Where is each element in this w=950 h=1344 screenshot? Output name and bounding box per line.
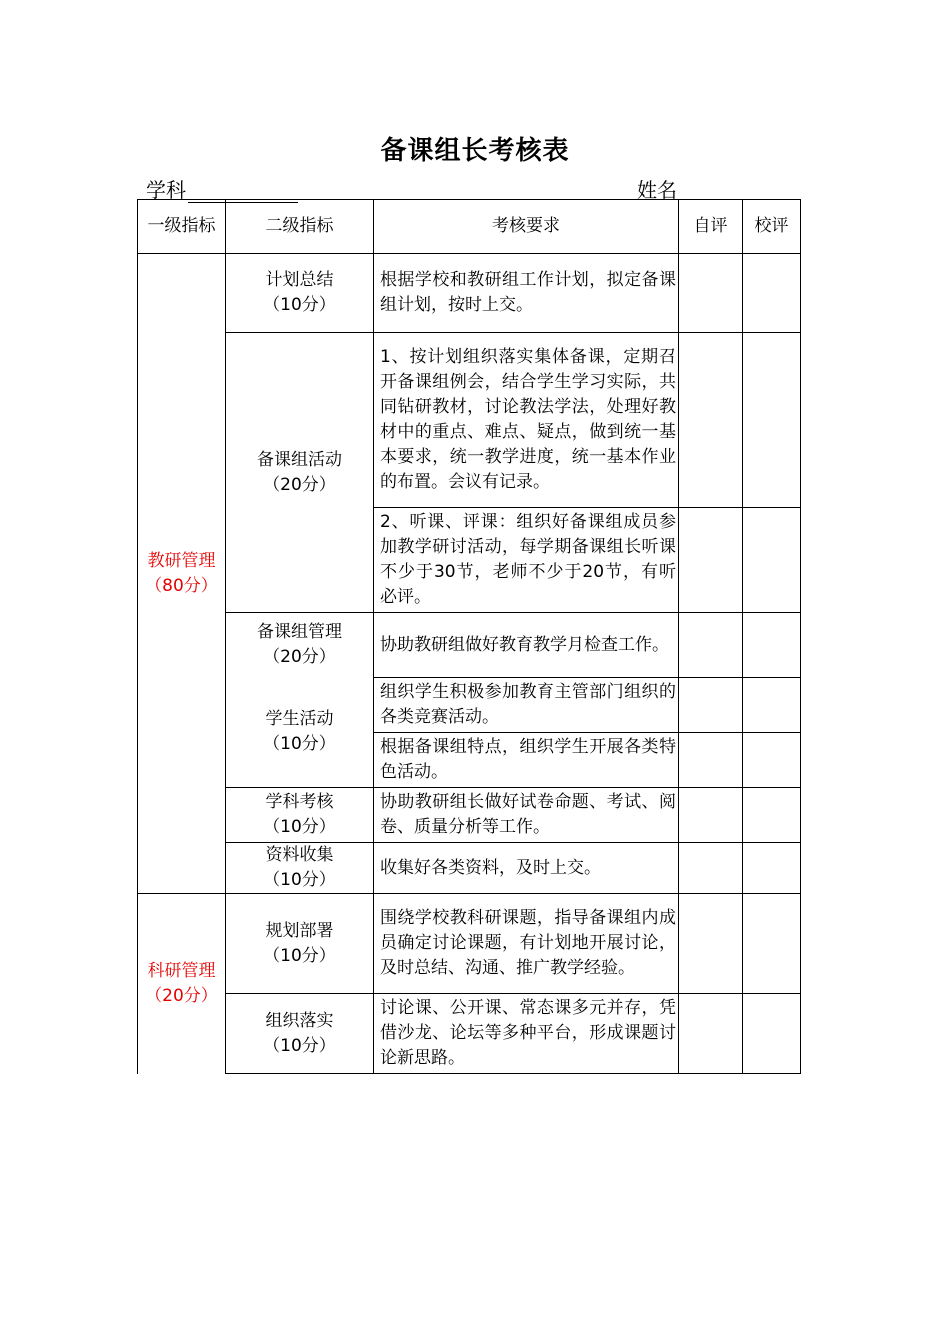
item-name: 学生活动 bbox=[265, 709, 334, 730]
requirement-text: 讨论课、公开课、常态课多元并存，凭借沙龙、论坛等多种平台，形成课题讨论新思路。 bbox=[374, 994, 679, 1074]
requirement-text: 根据备课组特点，组织学生开展各类特色活动。 bbox=[374, 733, 679, 788]
item-student bbox=[226, 678, 374, 788]
table-row bbox=[138, 994, 801, 1074]
school-eval-cell[interactable] bbox=[743, 994, 801, 1074]
subject-label: 学科 bbox=[146, 178, 186, 202]
item-name: 备课组管理 bbox=[257, 622, 342, 643]
school-eval-cell[interactable] bbox=[743, 678, 801, 733]
page-title: 备课组长考核表 bbox=[380, 136, 570, 166]
table-row bbox=[138, 788, 801, 843]
table-row bbox=[138, 254, 801, 333]
item-name: 组织落实 bbox=[265, 1010, 334, 1031]
item-name: 资料收集 bbox=[265, 845, 334, 865]
section-score: （20分） bbox=[145, 985, 218, 1006]
header-requirement: 考核要求 bbox=[374, 200, 679, 254]
header-level2: 二级指标 bbox=[226, 200, 374, 254]
header-row bbox=[138, 200, 801, 254]
requirement-text: 2、听课、评课：组织好备课组成员参加教学研讨活动，每学期备课组长听课不少于30节，老师不少于20节，有听必评。 bbox=[374, 508, 679, 613]
self-eval-cell[interactable] bbox=[679, 333, 743, 508]
item-name: 规划部署 bbox=[265, 920, 334, 941]
self-eval-cell[interactable] bbox=[679, 843, 743, 894]
item-score: （10分） bbox=[263, 945, 336, 966]
self-eval-cell[interactable] bbox=[679, 613, 743, 678]
item-score: （10分） bbox=[263, 295, 336, 315]
table-row bbox=[138, 843, 801, 894]
self-eval-cell[interactable] bbox=[679, 254, 743, 333]
item-management bbox=[226, 613, 374, 678]
table-row bbox=[138, 678, 801, 733]
assessment-table bbox=[137, 199, 801, 1074]
item-score: （10分） bbox=[263, 1035, 336, 1056]
section-teaching-research bbox=[138, 254, 226, 894]
name-label: 姓名 bbox=[637, 178, 677, 202]
school-eval-cell[interactable] bbox=[743, 613, 801, 678]
school-eval-cell[interactable] bbox=[743, 788, 801, 843]
section-name: 教研管理 bbox=[147, 550, 216, 571]
section-scientific-research bbox=[138, 894, 226, 1074]
section-name: 科研管理 bbox=[147, 960, 216, 981]
school-eval-cell[interactable] bbox=[743, 894, 801, 994]
self-eval-cell[interactable] bbox=[679, 994, 743, 1074]
requirement-text: 协助教研组做好教育教学月检查工作。 bbox=[374, 613, 679, 678]
item-planning bbox=[226, 894, 374, 994]
school-eval-cell[interactable] bbox=[743, 333, 801, 508]
table-row bbox=[138, 894, 801, 994]
school-eval-cell[interactable] bbox=[743, 733, 801, 788]
item-score: （10分） bbox=[263, 734, 336, 755]
item-score: （20分） bbox=[263, 474, 336, 495]
item-score: （20分） bbox=[263, 647, 336, 668]
school-eval-cell[interactable] bbox=[743, 254, 801, 333]
self-eval-cell[interactable] bbox=[679, 508, 743, 613]
item-score: （10分） bbox=[263, 870, 336, 890]
table-row bbox=[138, 333, 801, 508]
requirement-text: 围绕学校教科研课题，指导备课组内成员确定讨论课题，有计划地开展讨论，及时总结、沟通、推广教学经验。 bbox=[374, 894, 679, 994]
item-name: 学科考核 bbox=[265, 792, 334, 812]
item-exam bbox=[226, 788, 374, 843]
requirement-text: 1、按计划组织落实集体备课，定期召开备课组例会，结合学生学习实际，共同钻研教材，讨论教法学法，处理好教材中的重点、难点、疑点，做到统一基本要求，统一教学进度，统一基本作业的布置。会议有记录。 bbox=[374, 333, 679, 508]
item-materials bbox=[226, 843, 374, 894]
requirement-text: 根据学校和教研组工作计划，拟定备课组计划，按时上交。 bbox=[374, 254, 679, 333]
item-score: （10分） bbox=[263, 817, 336, 837]
school-eval-cell[interactable] bbox=[743, 843, 801, 894]
header-self-eval: 自评 bbox=[679, 200, 743, 254]
item-name: 计划总结 bbox=[265, 270, 334, 290]
section-score: （80分） bbox=[145, 575, 218, 596]
requirement-text: 收集好各类资料，及时上交。 bbox=[374, 843, 679, 894]
self-eval-cell[interactable] bbox=[679, 894, 743, 994]
item-plan bbox=[226, 254, 374, 333]
school-eval-cell[interactable] bbox=[743, 508, 801, 613]
requirement-text: 协助教研组长做好试卷命题、考试、阅卷、质量分析等工作。 bbox=[374, 788, 679, 843]
table-row bbox=[138, 613, 801, 678]
item-implement bbox=[226, 994, 374, 1074]
header-level1: 一级指标 bbox=[138, 200, 226, 254]
self-eval-cell[interactable] bbox=[679, 733, 743, 788]
item-name: 备课组活动 bbox=[257, 449, 342, 470]
self-eval-cell[interactable] bbox=[679, 678, 743, 733]
requirement-text: 组织学生积极参加教育主管部门组织的各类竞赛活动。 bbox=[374, 678, 679, 733]
self-eval-cell[interactable] bbox=[679, 788, 743, 843]
header-school-eval: 校评 bbox=[743, 200, 801, 254]
item-activity bbox=[226, 333, 374, 613]
